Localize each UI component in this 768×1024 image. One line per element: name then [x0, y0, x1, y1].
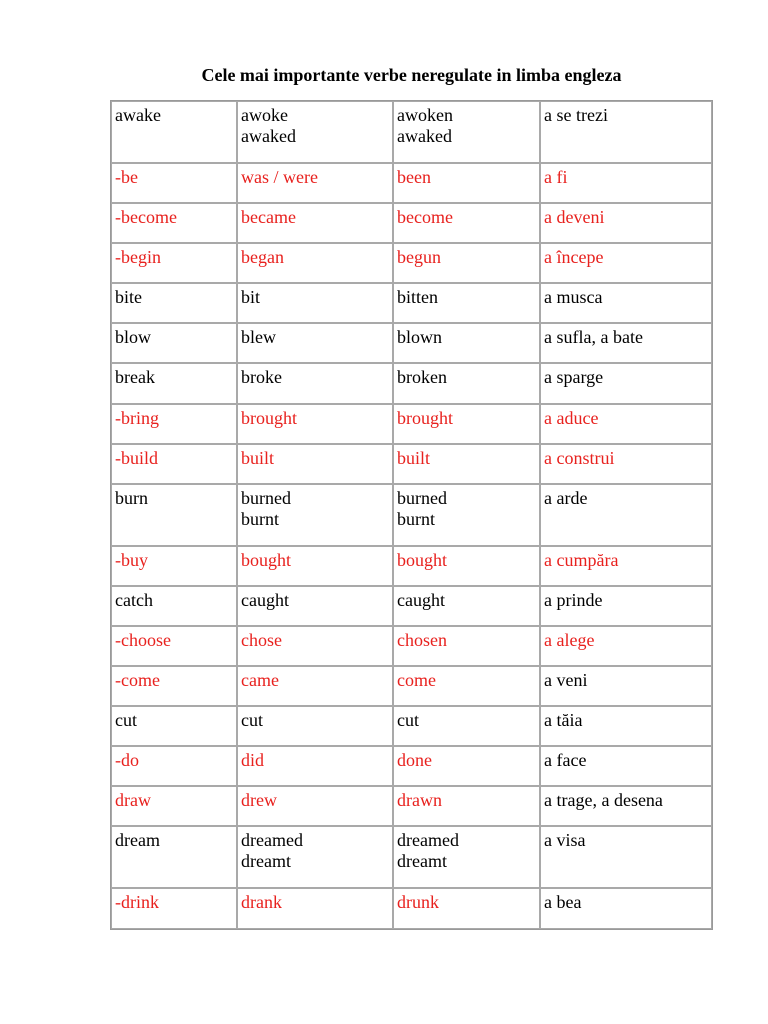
cell-past-participle: [393, 666, 540, 706]
verb-text: built: [241, 447, 275, 468]
cell-past-participle: [393, 404, 540, 444]
cell-past-simple: [237, 626, 393, 666]
verb-text: a bea: [544, 892, 582, 913]
verb-text: -begin: [115, 247, 161, 268]
verb-text: burnt: [241, 508, 279, 529]
verb-row: [111, 666, 712, 706]
verb-text: draw: [115, 790, 151, 811]
cell-base-form: [111, 484, 237, 546]
verb-text: been: [397, 167, 431, 187]
verb-text: broken: [397, 367, 447, 388]
verb-text: was / were: [241, 167, 318, 187]
verb-text: -build: [115, 447, 158, 468]
cell-base-form: [111, 546, 237, 586]
verb-text: awoken: [397, 105, 453, 125]
cell-base-form: [111, 586, 237, 626]
document-page: [110, 0, 713, 1024]
cell-translation: [540, 666, 712, 706]
verb-row: [111, 101, 712, 163]
verb-text: become: [397, 207, 453, 228]
cell-translation: [540, 746, 712, 786]
irregular-verbs-table: [110, 100, 713, 930]
verb-text: a prinde: [544, 589, 603, 610]
verb-text: burned: [241, 487, 291, 508]
verb-row: [111, 546, 712, 586]
verb-text: cut: [397, 710, 419, 731]
verb-text: dreamed: [397, 830, 459, 851]
cell-past-participle: [393, 888, 540, 928]
cell-past-simple: [237, 243, 393, 283]
verb-row: [111, 404, 712, 444]
cell-translation: [540, 626, 712, 666]
verb-text: bought: [241, 549, 292, 570]
verb-text: bite: [115, 287, 142, 308]
verb-text: -bring: [115, 407, 159, 428]
cell-translation: [540, 706, 712, 746]
verb-text: a tăia: [544, 710, 583, 731]
verb-text: break: [115, 367, 155, 388]
verb-text: a fi: [544, 167, 568, 187]
cell-past-simple: [237, 163, 393, 203]
cell-translation: [540, 826, 712, 888]
cell-past-participle: [393, 363, 540, 403]
cell-base-form: [111, 786, 237, 826]
verb-text: a trage, a desena: [544, 790, 663, 811]
verb-text: catch: [115, 589, 153, 610]
cell-base-form: [111, 826, 237, 888]
cell-past-participle: [393, 786, 540, 826]
verb-text: dreamt: [241, 851, 291, 872]
cell-past-simple: [237, 746, 393, 786]
cell-translation: [540, 546, 712, 586]
cell-past-simple: [237, 826, 393, 888]
verb-text: chose: [241, 629, 282, 650]
verb-text: drunk: [397, 892, 439, 913]
cell-past-participle: [393, 243, 540, 283]
cell-past-participle: [393, 444, 540, 484]
cell-base-form: [111, 163, 237, 203]
cell-past-simple: [237, 546, 393, 586]
cell-base-form: [111, 363, 237, 403]
verb-text: bitten: [397, 287, 438, 308]
cell-past-simple: [237, 363, 393, 403]
verb-text: drawn: [397, 790, 442, 811]
verb-row: [111, 888, 712, 928]
verb-row: [111, 444, 712, 484]
verb-text: a deveni: [544, 207, 605, 228]
cell-base-form: [111, 283, 237, 323]
cell-past-participle: [393, 826, 540, 888]
cell-base-form: [111, 666, 237, 706]
verb-text: drank: [241, 892, 282, 913]
cell-translation: [540, 101, 712, 163]
verb-text: caught: [241, 589, 289, 610]
verb-text: blow: [115, 327, 151, 348]
verb-text: burned: [397, 487, 447, 508]
cell-past-simple: [237, 404, 393, 444]
verb-text: a se trezi: [544, 105, 608, 125]
verb-text: burnt: [397, 508, 435, 529]
cell-base-form: [111, 323, 237, 363]
verb-text: a musca: [544, 287, 603, 308]
verb-text: -buy: [115, 549, 148, 570]
verb-text: -drink: [115, 892, 159, 913]
cell-base-form: [111, 626, 237, 666]
cell-base-form: [111, 101, 237, 163]
cell-past-simple: [237, 888, 393, 928]
verb-text: a sparge: [544, 367, 604, 388]
cell-translation: [540, 323, 712, 363]
verb-text: awaked: [241, 126, 296, 146]
verb-text: cut: [241, 710, 263, 731]
cell-base-form: [111, 888, 237, 928]
verb-text: broke: [241, 367, 282, 388]
verb-text: come: [397, 670, 436, 691]
verb-text: a cumpăra: [544, 549, 619, 570]
verb-row: [111, 626, 712, 666]
cell-translation: [540, 243, 712, 283]
cell-translation: [540, 203, 712, 243]
verb-text: did: [241, 750, 265, 771]
verb-text: a construi: [544, 447, 615, 468]
verb-row: [111, 746, 712, 786]
cell-base-form: [111, 444, 237, 484]
cell-past-simple: [237, 444, 393, 484]
cell-past-participle: [393, 706, 540, 746]
cell-past-simple: [237, 203, 393, 243]
verb-row: [111, 323, 712, 363]
verb-text: awaked: [397, 126, 452, 146]
verb-row: [111, 586, 712, 626]
cell-past-participle: [393, 323, 540, 363]
cell-translation: [540, 363, 712, 403]
verb-text: a visa: [544, 830, 586, 851]
verb-text: began: [241, 247, 284, 268]
cell-base-form: [111, 243, 237, 283]
verb-text: bought: [397, 549, 448, 570]
verb-text: blew: [241, 327, 276, 348]
verb-text: dreamt: [397, 851, 447, 872]
verb-text: bit: [241, 287, 261, 308]
cell-past-participle: [393, 546, 540, 586]
verb-text: awake: [115, 105, 161, 125]
verb-row: [111, 283, 712, 323]
cell-translation: [540, 888, 712, 928]
cell-past-participle: [393, 484, 540, 546]
verb-text: a alege: [544, 629, 595, 650]
verb-text: drew: [241, 790, 277, 811]
verb-text: dreamed: [241, 830, 303, 851]
cell-past-participle: [393, 626, 540, 666]
verb-text: a sufla, a bate: [544, 327, 643, 348]
cell-translation: [540, 283, 712, 323]
verb-text: -do: [115, 750, 139, 771]
cell-past-simple: [237, 666, 393, 706]
verb-text: a face: [544, 750, 587, 771]
cell-past-simple: [237, 323, 393, 363]
verb-text: brought: [397, 407, 453, 428]
verb-text: came: [241, 670, 279, 691]
verb-text: -come: [115, 670, 160, 691]
verb-text: cut: [115, 710, 137, 731]
verb-text: a veni: [544, 670, 588, 691]
verb-row: [111, 243, 712, 283]
verb-row: [111, 363, 712, 403]
cell-past-simple: [237, 706, 393, 746]
verb-text: -be: [115, 167, 138, 187]
verb-row: [111, 826, 712, 888]
page-title: Cele mai importante verbe neregulate in limba engleza: [201, 65, 622, 85]
cell-past-simple: [237, 484, 393, 546]
verb-text: a aduce: [544, 407, 599, 428]
cell-past-participle: [393, 283, 540, 323]
verb-row: [111, 203, 712, 243]
verb-text: dream: [115, 830, 160, 851]
cell-past-participle: [393, 586, 540, 626]
cell-past-participle: [393, 101, 540, 163]
cell-past-simple: [237, 786, 393, 826]
verb-text: -choose: [115, 629, 171, 650]
cell-base-form: [111, 203, 237, 243]
verb-text: built: [397, 447, 431, 468]
verb-text: awoke: [241, 105, 288, 125]
verb-text: chosen: [397, 629, 447, 650]
cell-past-simple: [237, 283, 393, 323]
cell-translation: [540, 786, 712, 826]
cell-translation: [540, 586, 712, 626]
cell-past-simple: [237, 101, 393, 163]
cell-translation: [540, 444, 712, 484]
verb-text: burn: [115, 487, 148, 508]
cell-translation: [540, 163, 712, 203]
cell-base-form: [111, 404, 237, 444]
verb-text: brought: [241, 407, 297, 428]
verb-row: [111, 163, 712, 203]
verb-text: became: [241, 207, 296, 228]
cell-translation: [540, 404, 712, 444]
cell-past-participle: [393, 746, 540, 786]
verb-text: done: [397, 750, 432, 771]
cell-past-simple: [237, 586, 393, 626]
verb-text: blown: [397, 327, 442, 348]
verb-text: -become: [115, 207, 177, 228]
verb-text: a arde: [544, 487, 588, 508]
verb-text: begun: [397, 247, 441, 268]
cell-past-participle: [393, 203, 540, 243]
cell-base-form: [111, 746, 237, 786]
verb-text: caught: [397, 589, 445, 610]
verb-text: a începe: [544, 247, 604, 268]
verb-row: [111, 706, 712, 746]
cell-translation: [540, 484, 712, 546]
cell-past-participle: [393, 163, 540, 203]
verb-row: [111, 484, 712, 546]
verb-row: [111, 786, 712, 826]
cell-base-form: [111, 706, 237, 746]
